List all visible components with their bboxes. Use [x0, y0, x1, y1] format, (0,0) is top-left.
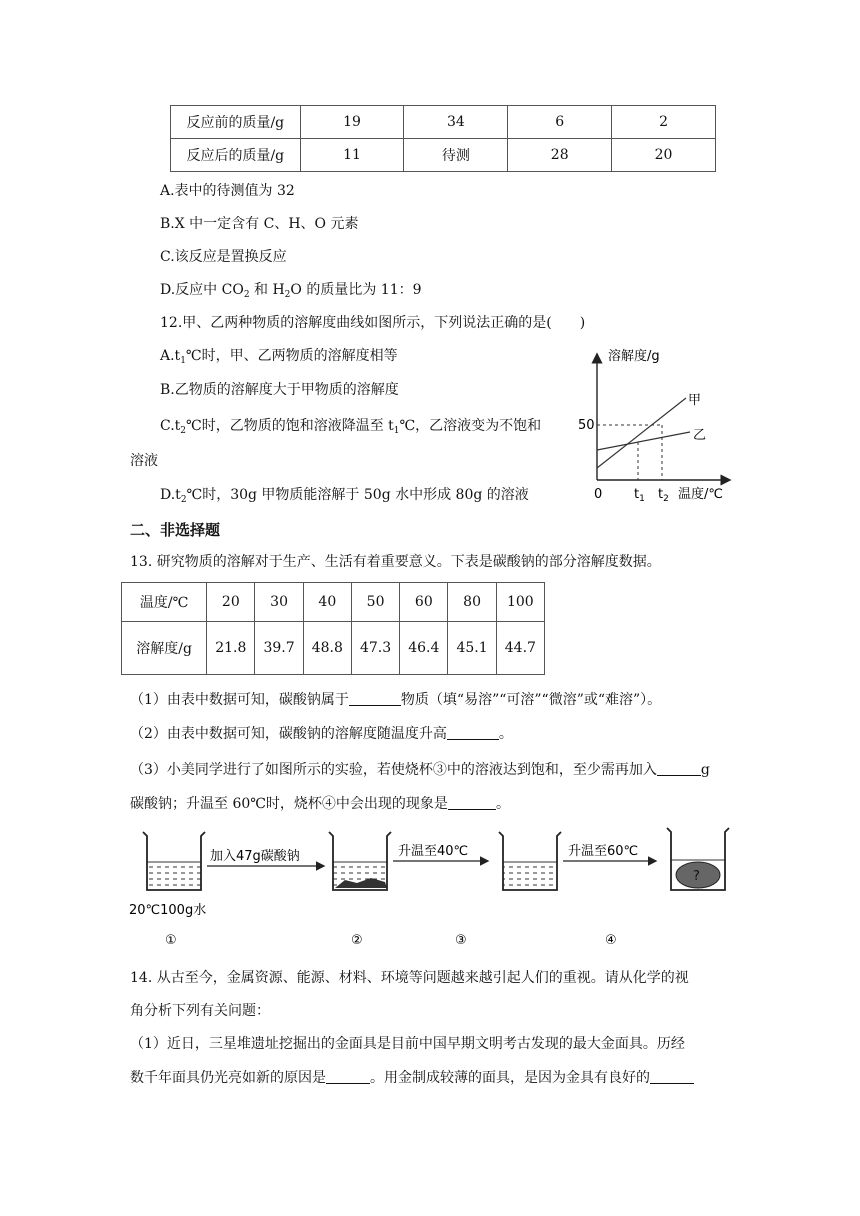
unknown-mark: ? [693, 869, 700, 884]
table-row [122, 622, 545, 675]
answer-blank[interactable] [326, 1069, 370, 1084]
y-tick-50: 50 [578, 418, 595, 433]
table-cell: 47.3 [351, 622, 399, 675]
text: D.反应中 CO [160, 282, 244, 298]
text: 。 [495, 796, 510, 812]
section-title: 二、非选择题 [130, 521, 221, 539]
table-cell: 100 [496, 583, 544, 622]
q11-option-d [160, 280, 422, 305]
answer-blank[interactable] [650, 1069, 694, 1084]
text: O 的质量比为 11：9 [290, 282, 422, 298]
arrow2-label: 升温至40℃ [398, 844, 469, 859]
table-cell: 30 [255, 583, 303, 622]
beaker-2 [329, 832, 391, 890]
table-cell: 34 [404, 106, 508, 139]
q14-stem-line1: 14. 从古至今，金属资源、能源、材料、环境等问题越来越引起人们的重视。请从化学的视 [130, 970, 689, 986]
text: （1）由表中数据可知，碳酸钠属于 [130, 692, 349, 708]
text: （3）小美同学进行了如图所示的实验，若使烧杯③中的溶液达到饱和，至少需再加入 [130, 762, 657, 778]
q12-stem: 12.甲、乙两种物质的溶解度曲线如图所示，下列说法正确的是( ) [160, 315, 586, 331]
text: C.t [160, 418, 181, 434]
t1-label [634, 487, 645, 504]
text: g [700, 762, 710, 778]
table-row [171, 106, 716, 139]
table-cell: 45.1 [448, 622, 496, 675]
text: （2）由表中数据可知，碳酸钠的溶解度随温度升高 [130, 726, 447, 742]
table-cell: 48.8 [303, 622, 351, 675]
answer-blank[interactable] [447, 725, 499, 740]
arrow1-label: 加入47g碳酸钠 [210, 849, 300, 864]
curve-jia [597, 398, 686, 468]
q12-option-c [160, 416, 541, 441]
t2-label [658, 487, 669, 504]
table-row [122, 583, 545, 622]
legend-jia: 甲 [688, 393, 702, 408]
beaker-label-2: ② [351, 933, 363, 948]
text: 碳酸钠；升温至 60℃时，烧杯④中会出现的现象是 [130, 796, 448, 812]
subscript: 2 [180, 426, 187, 436]
text: 物质（填“易溶”“可溶”“微溶”或“难溶”）。 [400, 692, 662, 708]
subscript: 1 [180, 356, 186, 366]
curve-yi [597, 432, 690, 450]
q12-option-a [160, 346, 398, 371]
table-cell: 19 [300, 106, 404, 139]
arrow3-label: 升温至60℃ [568, 844, 639, 859]
table-cell: 21.8 [207, 622, 255, 675]
table-cell: 44.7 [496, 622, 544, 675]
table-cell: 20 [612, 139, 716, 172]
table-cell: 80 [448, 583, 496, 622]
text: 数千年面具仍光亮如新的原因是 [130, 1070, 326, 1086]
table-cell: 46.4 [400, 622, 448, 675]
text: t [658, 487, 664, 502]
row-label: 反应前的质量/g [171, 106, 301, 139]
subscript: 2 [243, 290, 250, 300]
y-axis-label: 溶解度/g [608, 349, 660, 364]
q11-option-b: B.X 中一定含有 C、H、O 元素 [160, 216, 359, 232]
text: 和 H [249, 282, 285, 298]
reaction-mass-table [170, 105, 716, 172]
table-cell: 6 [508, 106, 612, 139]
q13-part3 [130, 760, 710, 780]
beaker-3 [499, 832, 561, 890]
q14-part1-line1: （1）近日，三星堆遗址挖掘出的金面具是目前中国早期文明考古发现的最大金面具。历经 [130, 1036, 685, 1052]
x-axis-label: 温度/℃ [678, 487, 723, 502]
q11-option-a: A.表中的待测值为 32 [160, 183, 295, 199]
text: t [634, 487, 640, 502]
subscript: 1 [639, 494, 645, 504]
origin-label: 0 [594, 487, 603, 502]
text: ℃时，乙物质的饱和溶液降温至 t [186, 418, 394, 434]
q13-stem: 13. 研究物质的溶解对于生产、生活有着重要意义。下表是碳酸钠的部分溶解度数据。 [130, 554, 661, 570]
q11-option-c: C.该反应是置换反应 [160, 249, 287, 265]
subscript: 2 [663, 494, 669, 504]
beaker-label-3: ③ [455, 933, 467, 948]
solubility-table [121, 582, 545, 675]
table-cell: 2 [612, 106, 716, 139]
answer-blank[interactable] [448, 795, 496, 810]
q12-option-b: B.乙物质的溶解度大于甲物质的溶解度 [160, 382, 399, 398]
text: ℃时，30g 甲物质能溶解于 50g 水中形成 80g 的溶液 [186, 487, 529, 503]
legend-yi: 乙 [693, 428, 707, 443]
text: D.t [160, 487, 181, 503]
table-cell: 待测 [404, 139, 508, 172]
q12-option-c-wrap: 溶液 [130, 453, 158, 469]
text: 。用金制成较薄的面具，是因为金具有良好的 [370, 1070, 650, 1086]
row-label: 溶解度/g [122, 622, 207, 675]
table-cell: 11 [300, 139, 404, 172]
text: ℃，乙溶液变为不饱和 [399, 418, 542, 434]
q14-stem-line2: 角分析下列有关问题： [130, 1003, 270, 1019]
solubility-chart [578, 340, 738, 510]
subscript: 2 [180, 495, 187, 505]
q14-part1-line2 [130, 1068, 694, 1088]
text: A.t [160, 348, 181, 364]
q12-option-d [160, 485, 529, 510]
q13-part3-line2 [130, 794, 510, 814]
table-cell: 40 [303, 583, 351, 622]
q13-part1 [130, 690, 661, 710]
table-row [171, 139, 716, 172]
subscript: 1 [393, 426, 400, 436]
q13-part2 [130, 724, 513, 744]
answer-blank[interactable] [349, 691, 401, 706]
beaker-label-4: ④ [605, 933, 617, 948]
beaker-label-1: ① [165, 933, 177, 948]
beaker-experiment-figure [125, 822, 735, 952]
beaker-note: 20℃100g水 [129, 903, 207, 918]
table-cell: 50 [351, 583, 399, 622]
table-cell: 60 [400, 583, 448, 622]
text: 。 [498, 726, 513, 742]
beaker-1 [143, 832, 205, 890]
table-cell: 20 [207, 583, 255, 622]
text: ℃时，甲、乙两物质的溶解度相等 [185, 348, 398, 364]
row-label: 温度/℃ [122, 583, 207, 622]
row-label: 反应后的质量/g [171, 139, 301, 172]
table-cell: 28 [508, 139, 612, 172]
subscript: 2 [284, 290, 291, 300]
answer-blank[interactable] [657, 761, 701, 776]
table-cell: 39.7 [255, 622, 303, 675]
